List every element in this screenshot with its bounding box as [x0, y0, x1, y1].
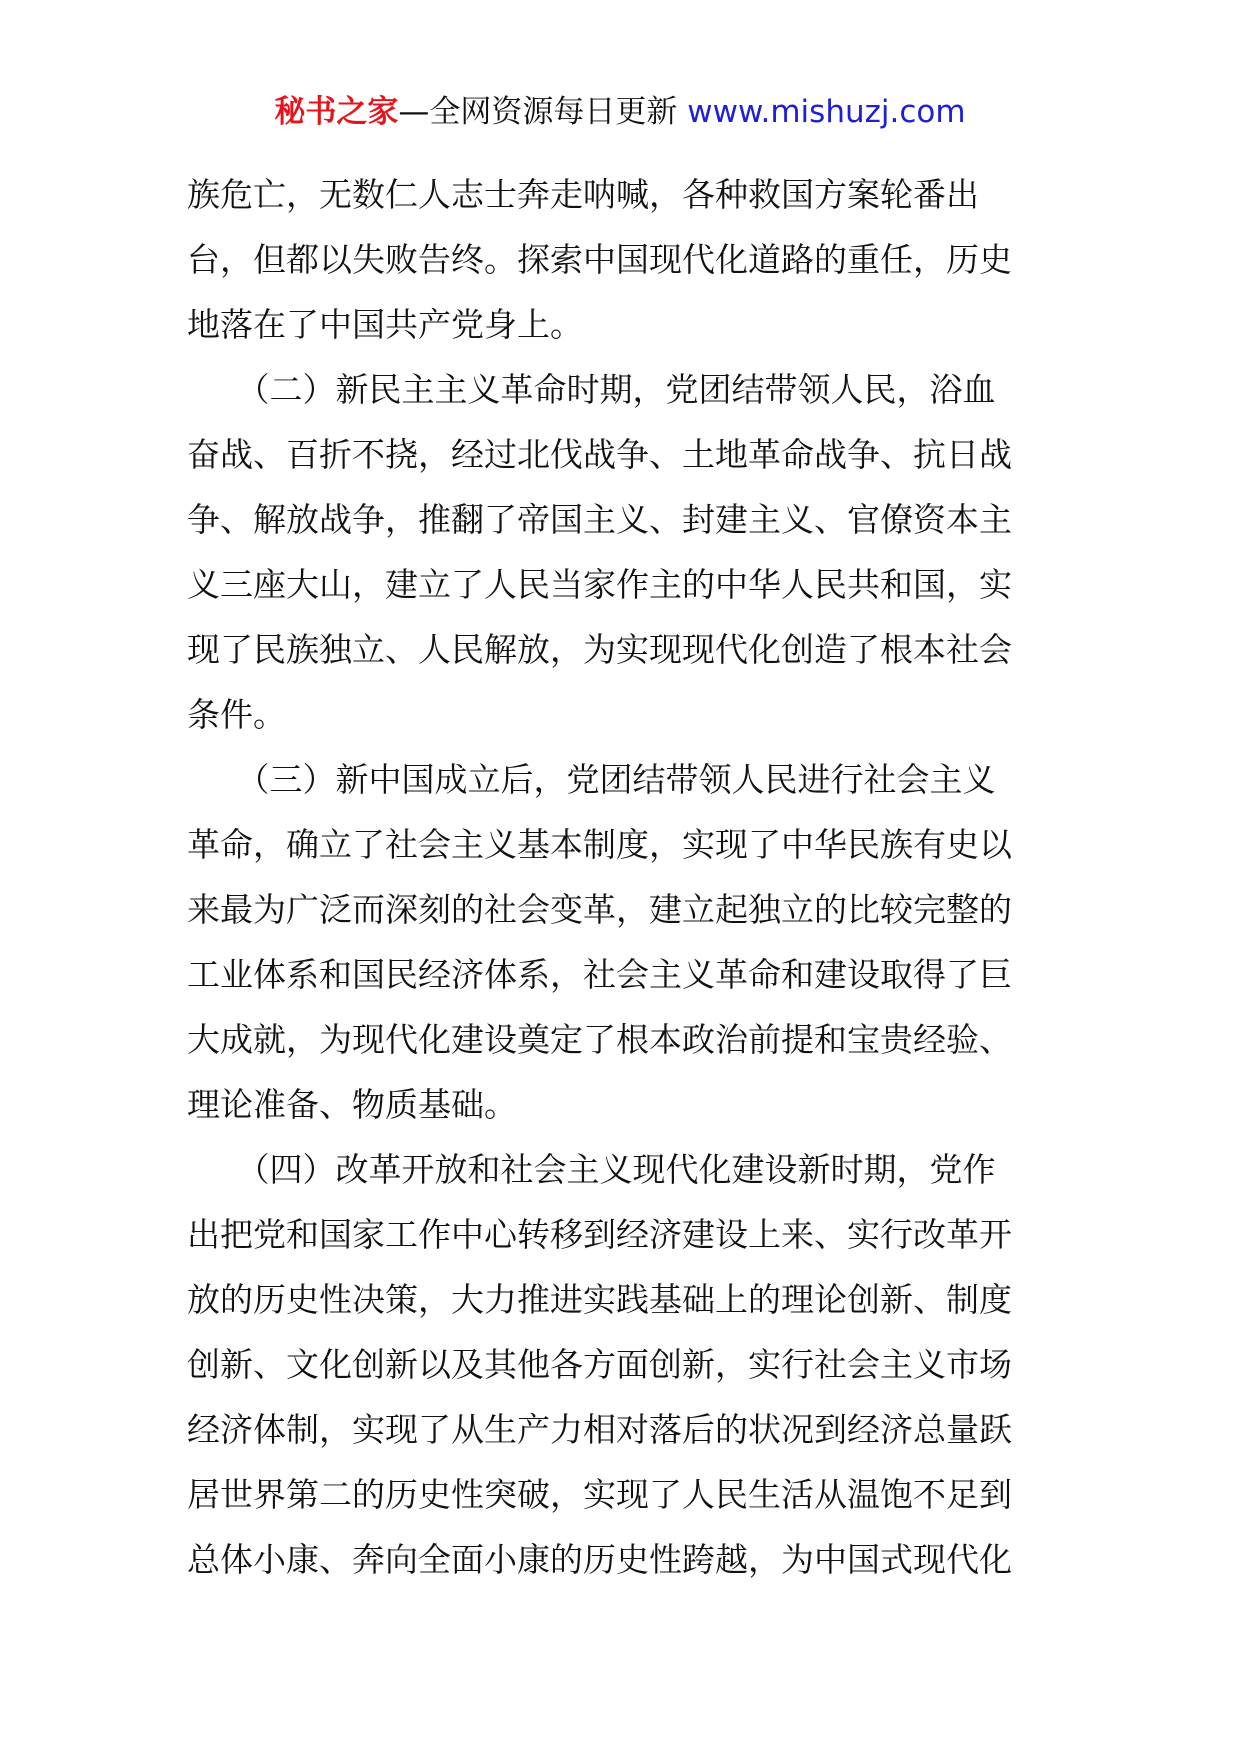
text-line: 争、解放战争，推翻了帝国主义、封建主义、官僚资本主	[187, 500, 1012, 539]
text-line: 义三座大山，建立了人民当家作主的中华人民共和国，实	[187, 565, 1012, 604]
text-line: 奋战、百折不挠，经过北伐战争、土地革命战争、抗日战	[187, 435, 1012, 474]
text-line: （四）改革开放和社会主义现代化建设新时期，党作	[187, 1150, 996, 1189]
text-line: 革命，确立了社会主义基本制度，实现了中华民族有史以	[187, 825, 1012, 864]
document-body	[187, 162, 1055, 1592]
text-line: 来最为广泛而深刻的社会变革，建立起独立的比较完整的	[187, 890, 1012, 929]
text-line: 经济体制，实现了从生产力相对落后的状况到经济总量跃	[187, 1410, 1012, 1449]
text-line: （二）新民主主义革命时期，党团结带领人民，浴血	[187, 370, 996, 409]
text-line: 现了民族独立、人民解放，为实现现代化创造了根本社会	[187, 630, 1012, 669]
text-line: 地落在了中国共产党身上。	[187, 305, 583, 344]
website-url[interactable]: www.mishuzj.com	[687, 94, 966, 130]
text-line: （三）新中国成立后，党团结带领人民进行社会主义	[187, 760, 996, 799]
text-line: 理论准备、物质基础。	[187, 1085, 517, 1124]
text-line: 工业体系和国民经济体系，社会主义革命和建设取得了巨	[187, 955, 1012, 994]
text-line: 居世界第二的历史性突破，实现了人民生活从温饱不足到	[187, 1475, 1012, 1514]
text-line: 族危亡，无数仁人志士奔走呐喊，各种救国方案轮番出	[187, 175, 979, 214]
header-tagline: —全网资源每日更新	[398, 94, 678, 130]
text-line: 创新、文化创新以及其他各方面创新，实行社会主义市场	[187, 1345, 1012, 1384]
text-line: 放的历史性决策，大力推进实践基础上的理论创新、制度	[187, 1280, 1012, 1319]
text-line: 条件。	[187, 695, 286, 734]
text-line: 出把党和国家工作中心转移到经济建设上来、实行改革开	[187, 1215, 1012, 1254]
text-line: 总体小康、奔向全面小康的历史性跨越，为中国式现代化	[187, 1540, 1012, 1579]
brand-name: 秘书之家	[274, 94, 399, 130]
page-header	[0, 92, 1240, 132]
text-line: 台，但都以失败告终。探索中国现代化道路的重任，历史	[187, 240, 1012, 279]
text-line: 大成就，为现代化建设奠定了根本政治前提和宝贵经验、	[187, 1020, 1012, 1059]
